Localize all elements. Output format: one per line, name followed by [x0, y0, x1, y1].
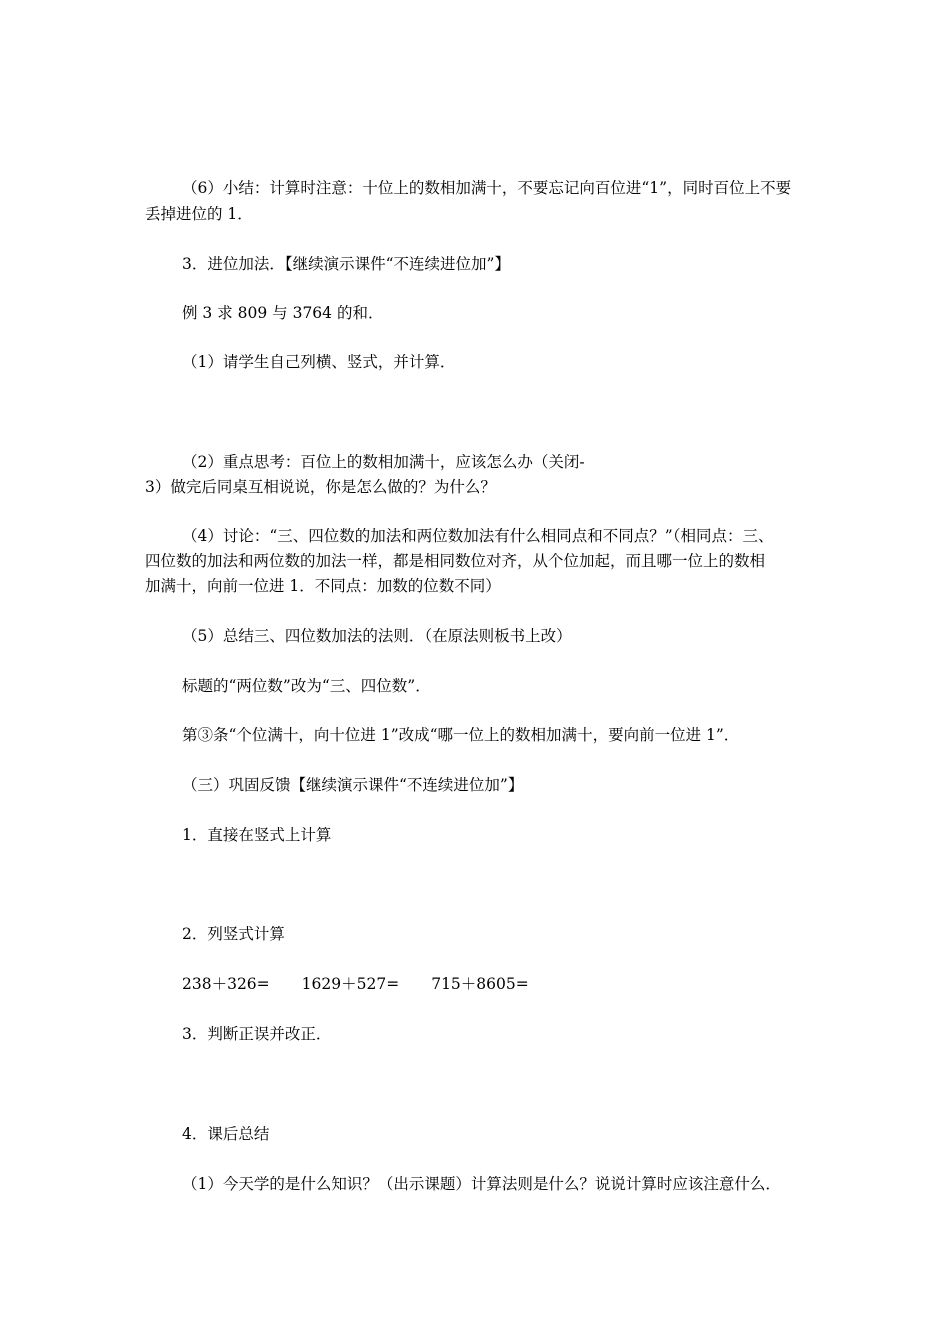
- step-5: （5）总结三、四位数加法的法则．（在原法则板书上改）: [182, 627, 572, 645]
- paragraph-summary-6-line1: （6）小结：计算时注意：十位上的数相加满十，不要忘记向百位进“1”，同时百位上不要: [182, 179, 792, 197]
- step-4-line2: 四位数的加法和两位数的加法一样，都是相同数位对齐，从个位加起，而且哪一位上的数相: [145, 552, 766, 570]
- example-3: 例 3 求 809 与 3764 的和．: [182, 304, 384, 322]
- step-2-line1: （2）重点思考：百位上的数相加满十，应该怎么办（关闭-: [182, 453, 585, 471]
- paragraph-summary-6-line2: 丢掉进位的 1．: [145, 205, 253, 223]
- step-2-line2: 3）做完后同桌互相说说，你是怎么做的？为什么？: [145, 478, 496, 496]
- exercise-4: 4．课后总结: [182, 1125, 270, 1143]
- rule-3-change: 第③条“个位满十，向十位进 1”改成“哪一位上的数相加满十，要向前一位进 1”．: [182, 726, 740, 744]
- exercise-2-items: [182, 974, 529, 994]
- exercise-2: 2．列竖式计算: [182, 925, 285, 943]
- step-4-line1: （4）讨论：“三、四位数的加法和两位数加法有什么相同点和不同点？”（相同点：三、: [182, 527, 774, 545]
- exercise-1: 1．直接在竖式上计算: [182, 826, 332, 844]
- exercise-2-item: 1629＋527=: [301, 975, 400, 993]
- step-1: （1）请学生自己列横、竖式，并计算．: [182, 353, 456, 371]
- exercise-2-item: 715＋8605=: [431, 975, 529, 993]
- exercise-2-item: 238＋326=: [182, 975, 270, 993]
- summary-question-1: （1）今天学的是什么知识？（出示课题）计算法则是什么？说说计算时应该注意什么．: [182, 1175, 781, 1193]
- title-change: 标题的“两位数”改为“三、四位数”．: [182, 677, 431, 695]
- section-heading-carry-addition: 3．进位加法．【继续演示课件“不连续进位加”】: [182, 255, 510, 273]
- part-3-heading: （三）巩固反馈【继续演示课件“不连续进位加”】: [182, 776, 524, 794]
- exercise-3: 3．判断正误并改正．: [182, 1025, 332, 1043]
- step-4-line3: 加满十，向前一位进 1．不同点：加数的位数不同）: [145, 577, 501, 595]
